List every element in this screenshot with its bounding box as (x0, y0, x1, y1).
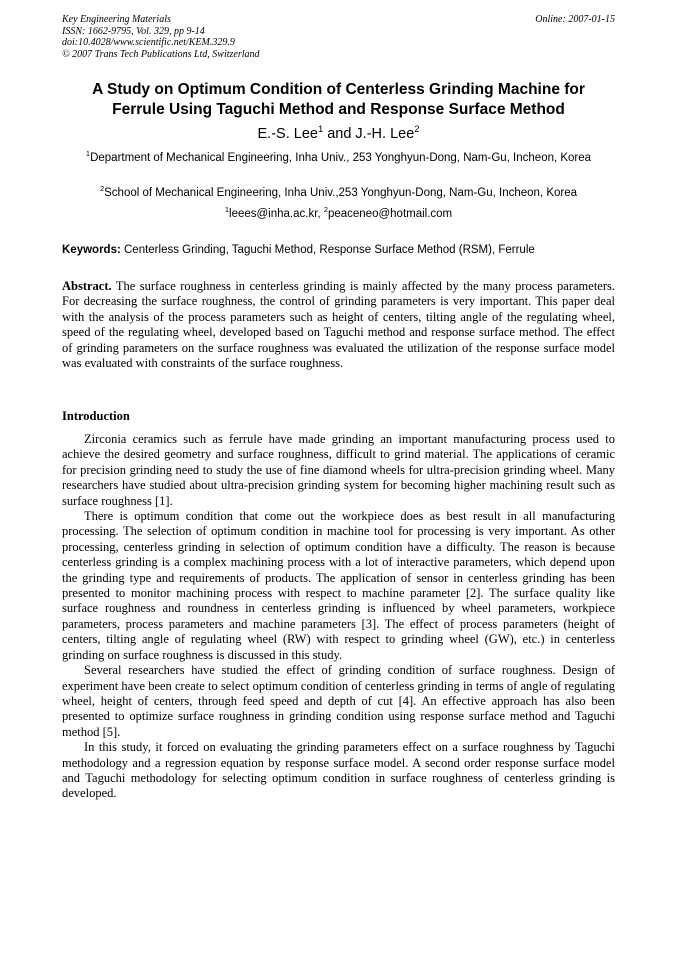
author-1: E.-S. Lee (257, 126, 318, 142)
introduction-body (62, 432, 615, 802)
keywords (62, 243, 615, 258)
affiliation-2 (62, 186, 615, 201)
section-heading-introduction: Introduction (62, 409, 130, 423)
paper-title (62, 80, 615, 120)
abstract-label: Abstract. (62, 279, 112, 293)
email-line (62, 207, 615, 222)
email-1-sup: 1 (224, 205, 230, 215)
affiliation-1-sup: 1 (85, 149, 91, 159)
doi-line: doi:10.4028/www.scientific.net/KEM.329.9 (62, 37, 235, 48)
abstract-text: The surface roughness in centerless grinding is mainly affected by the many process parameters. For decreasing the surface roughness, the control of grinding parameters is very important. This paper deal with the analysis of the process parameters such as height of centers, tilting angle of the regulating wheel, speed of the regulating wheel, developed based on Taguchi method and response surface method. The effect of grinding parameters on the surface roughness was evaluated the utilization of the response surface model was evaluated with constraints of the surface roughness. (62, 279, 615, 371)
author-2-sup: 2 (414, 123, 420, 135)
title-line-1: A Study on Optimum Condition of Centerless Grinding Machine for (92, 81, 585, 98)
affiliation-2-text: School of Mechanical Engineering, Inha Univ.,253 Yonghyun-Dong, Nam-Gu, Incheon, Korea (104, 187, 578, 199)
email-2[interactable]: peaceneo@hotmail.com (327, 208, 453, 220)
keywords-label: Keywords: (62, 244, 121, 256)
affiliation-2-sup: 2 (99, 184, 105, 194)
intro-paragraph-2: There is optimum condition that come out the workpiece does as best result in all manufacturing processing. The selection of optimum condition in machine tool for processing is very important. As other processing, centerless grinding in selection of optimum condition have a difficulty. The reason is because centerless grinding is a complex machining process with a lot of interactive parameters, which depend upon the grinding type and requirements of products. The application of sensor in centerless grinding has been presented to monitor machining process with respect to machine parameter [2]. The surface quality like surface roughness and roundness in centerless grinding is influenced by wheel parameters, workpiece parameters, process parameters and machine parameters [3]. The effect of process parameters (height of centers, tilting angle of regulating wheel (RW) with respect to grinding wheel (GW), etc.) in centerless grinding on surface roughness is discussed in this study. (62, 509, 615, 662)
keywords-text: Centerless Grinding, Taguchi Method, Response Surface Method (RSM), Ferrule (120, 244, 535, 256)
affiliation-1 (62, 151, 615, 166)
email-2-sup: 2 (323, 205, 328, 215)
intro-paragraph-3: Several researchers have studied the effect of grinding condition of surface roughness. Design of experiment have been create to select optimum condition of centerless grinding in terms of angle of regulating wheel, height of centers, through feed speed and depth of cut [4]. An effective approach has also been presented to optimize surface roughness in grinding condition using response surface method and Taguchi method [5]. (62, 663, 615, 739)
author-line (62, 125, 615, 143)
issn-line: ISSN: 1662-9795, Vol. 329, pp 9-14 (62, 25, 205, 37)
intro-paragraph-4: In this study, it forced on evaluating the grinding parameters effect on a surface roughness by Taguchi methodology and a regression equation by response surface model. A second order response surface model and Taguchi methodology for selecting optimum condition in surface roughness of centerless grinding is developed. (62, 740, 615, 801)
journal-name: Key Engineering Materials (62, 14, 171, 25)
affiliation-1-text: Department of Mechanical Engineering, Inha Univ., 253 Yonghyun-Dong, Nam-Gu, Incheon, Korea (90, 152, 592, 164)
title-line-2: Ferrule Using Taguchi Method and Response Surface Method (112, 101, 565, 118)
abstract (62, 279, 615, 371)
author-1-sup: 1 (317, 123, 324, 135)
journal-header (62, 14, 615, 60)
online-date: Online: 2007-01-15 (535, 14, 615, 25)
email-1[interactable]: leees@inha.ac.kr, (229, 208, 324, 220)
author-2: and J.-H. Lee (323, 126, 415, 142)
copyright-line: © 2007 Trans Tech Publications Ltd, Switzerland (62, 48, 260, 60)
intro-paragraph-1: Zirconia ceramics such as ferrule have made grinding an important manufacturing process used to achieve the desired geometry and surface roughness, difficult to grind material. The applications of ceramic for precision grinding need to study the use of fine diamond wheels for ultra-precision grinding wheel. Many researchers have studied about ultra-precision grinding system for becoming higher machining result such as surface roughness [1]. (62, 432, 615, 508)
